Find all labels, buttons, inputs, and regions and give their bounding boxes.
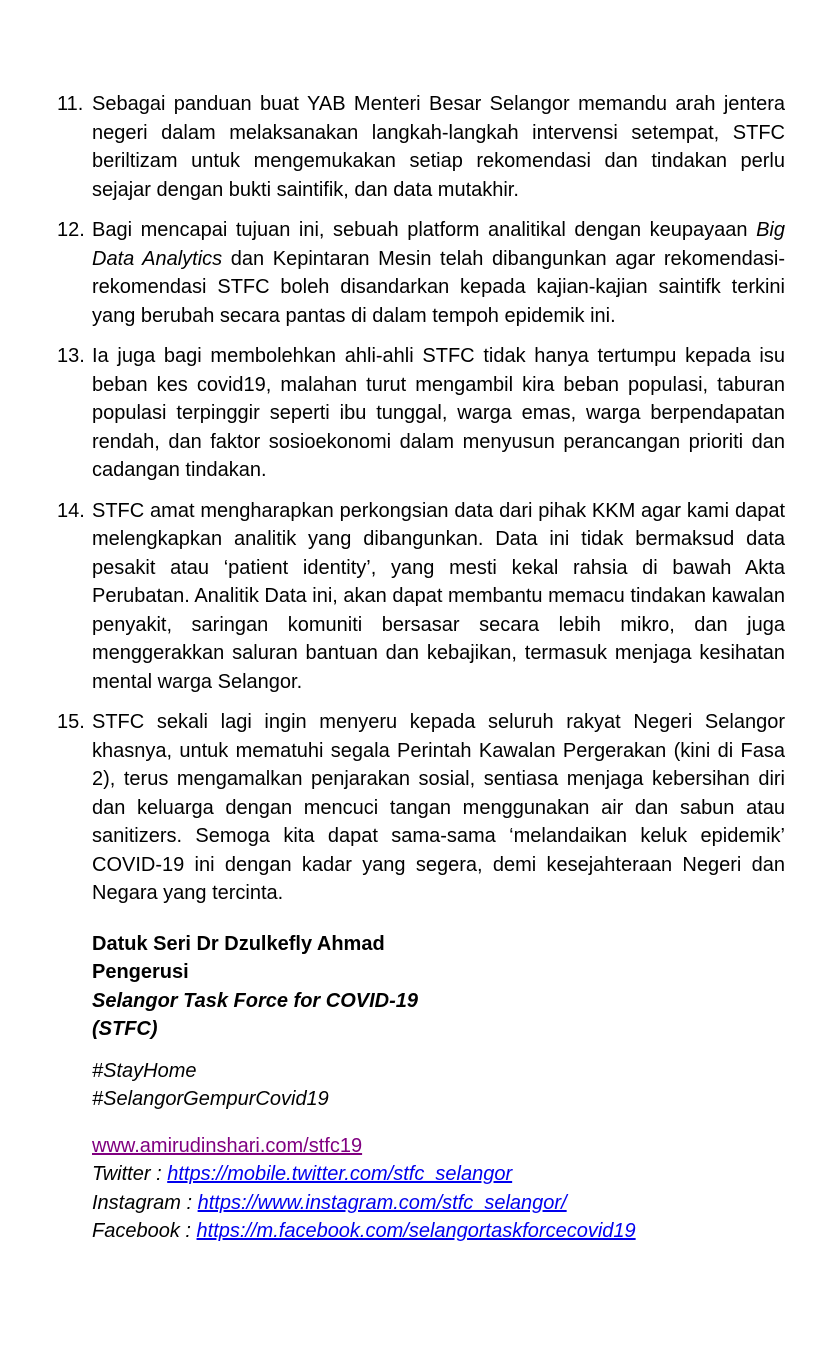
paragraph-15: [57, 708, 785, 908]
instagram-label: Instagram :: [92, 1191, 193, 1214]
signatory-organization: Selangor Task Force for COVID-19: [92, 989, 419, 1012]
paragraph-13-segment: Ia juga bagi membolehkan ahli-ahli STFC tidak hanya tertumpu kepada isu beban kes covid19, malahan turut mengambil kira beban populasi, taburan populasi terpinggir seperti ibu tunggal, warga emas, warga berpendapatan rendah, dan faktor sosioekonomi dalam menyusun perancangan prioriti dan cadangan tindakan.: [92, 345, 785, 481]
twitter-link[interactable]: https://mobile.twitter.com/stfc_selangor: [167, 1163, 513, 1185]
paragraph-14-text: [92, 497, 785, 697]
hashtag-selangorgempurcovid19: #SelangorGempurCovid19: [92, 1088, 329, 1110]
hashtag-stayhome: #StayHome: [92, 1059, 197, 1082]
paragraph-12-italic-segment: Big Data Analytics: [92, 219, 785, 270]
paragraph-14: [57, 497, 785, 697]
paragraph-11: [57, 90, 785, 204]
signatory-title: Pengerusi: [92, 961, 189, 983]
paragraph-15-number: 15.: [57, 711, 85, 733]
paragraph-12: [57, 216, 785, 330]
website-link-row: [92, 1132, 785, 1161]
signatory-name: Datuk Seri Dr Dzulkefly Ahmad: [92, 932, 385, 955]
paragraph-14-number: 14.: [57, 499, 85, 522]
paragraph-12-number: 12.: [57, 219, 85, 241]
paragraph-13: [57, 342, 785, 485]
signatory-organization-abbr: (STFC): [92, 1018, 158, 1040]
links-block: [92, 1132, 785, 1246]
facebook-label: Facebook :: [92, 1220, 191, 1242]
paragraph-12-text: [92, 216, 785, 330]
paragraph-15-segment: STFC sekali lagi ingin menyeru kepada seluruh rakyat Negeri Selangor khasnya, untuk mematuhi segala Perintah Kawalan Pergerakan (kini di Fasa 2), terus mengamalkan penjarakan sosial, sentiasa menjaga kebersihan diri dan keluarga dengan mencuci tangan menggunakan air dan sabun atau sanitizers. Semoga kita dapat sama-sama ‘melandaikan keluk epidemik’ COVID-19 ini dengan kadar yang segera, demi kesejahteraan Negeri dan Negara yang tercinta.: [92, 711, 785, 904]
instagram-link-row: [92, 1189, 785, 1218]
paragraph-14-segment: STFC amat mengharapkan perkongsian data dari pihak KKM agar kami dapat melengkapkan analitik yang dibangunkan. Data ini tidak bermaksud data pesakit atau ‘patient identity’, yang mesti kekal rahsia di bawah Akta Perubatan. Analitik Data ini, akan dapat membantu memacu tindakan kawalan penyakit, saringan komuniti bersasar secara lebih mikro, dan juga menggerakkan saluran bantuan dan kebajikan, termasuk menjaga kesihatan mental warga Selangor.: [92, 499, 785, 693]
twitter-label: Twitter :: [92, 1163, 162, 1185]
facebook-link[interactable]: https://m.facebook.com/selangortaskforcecovid19: [196, 1220, 636, 1242]
paragraph-11-number: 11.: [57, 93, 84, 115]
paragraph-12-segment: Bagi mencapai tujuan ini, sebuah platform analitikal dengan keupayaan: [92, 219, 757, 241]
paragraph-12-segment: dan Kepintaran Mesin telah dibangunkan agar rekomendasi-rekomendasi STFC boleh disandarkan kepada kajian-kajian saintifk terkini yang berubah secara pantas di dalam tempoh epidemik ini.: [92, 247, 786, 327]
paragraph-11-segment: Sebagai panduan buat YAB Menteri Besar Selangor memandu arah jentera negeri dalam melaksanakan langkah-langkah intervensi setempat, STFC beriltizam untuk mengemukakan setiap rekomendasi dan tindakan perlu sejajar dengan bukti saintifik, dan data mutakhir.: [92, 93, 785, 201]
website-link[interactable]: www.amirudinshari.com/stfc19: [92, 1134, 363, 1157]
facebook-link-row: [92, 1217, 785, 1246]
signature-block: [92, 930, 785, 1044]
paragraph-11-text: [92, 90, 785, 204]
paragraph-13-text: [92, 342, 785, 485]
twitter-link-row: [92, 1160, 785, 1189]
paragraph-13-number: 13.: [57, 345, 85, 367]
hashtags-block: [92, 1057, 785, 1114]
paragraph-15-text: [92, 708, 785, 908]
instagram-link[interactable]: https://www.instagram.com/stfc_selangor/: [197, 1191, 567, 1214]
